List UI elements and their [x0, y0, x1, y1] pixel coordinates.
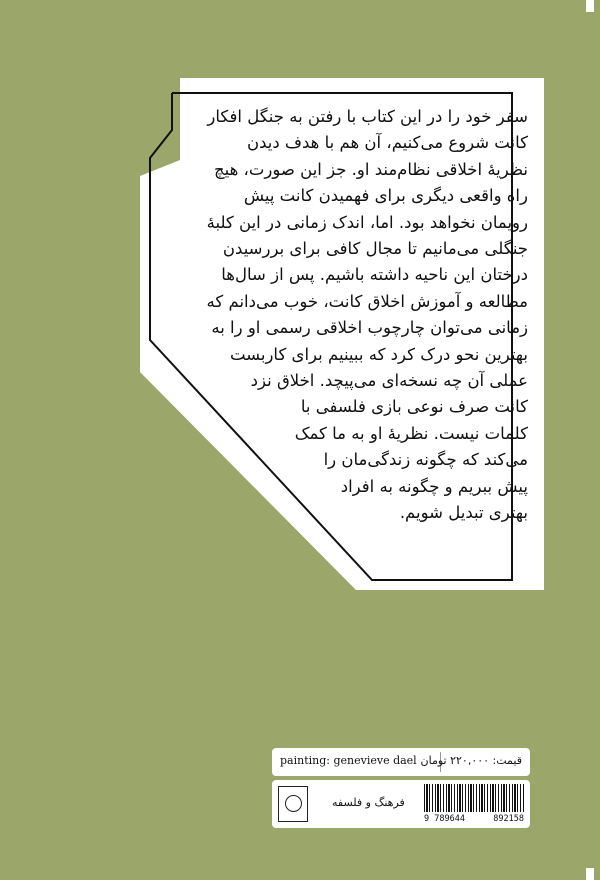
text-line: کلمات نیست. نظریهٔ او به ما کمک: [294, 423, 528, 443]
isbn-right: 892158: [493, 814, 524, 824]
text-line: پیش ببریم و چگونه به افراد: [340, 476, 528, 496]
text-line: جنگلی می‌مانیم تا مجال کافی برای بررسیدن: [222, 239, 528, 259]
text-line: کانت شروع می‌کنیم، آن هم با هدف دیدن: [246, 133, 528, 153]
publisher-logo-icon: [278, 786, 308, 822]
text-line: نظریهٔ اخلاقی نظام‌مند او. جز این صورت، هیچ: [213, 159, 528, 179]
text-line: کانت صرف نوعی بازی فلسفی با: [300, 397, 528, 417]
back-cover-text: [198, 104, 528, 527]
text-line: می‌کند که چگونه زندگی‌مان را: [323, 450, 528, 470]
publisher-box: [272, 780, 530, 828]
barcode-icon: [424, 784, 524, 812]
text-line: بهترین نحو درک کرد که ببینیم برای کاربست: [229, 344, 528, 364]
text-line: بهتری تبدیل شویم.: [399, 503, 528, 523]
text-line: مطالعه و آموزش اخلاق کانت، خوب می‌دانم که: [206, 291, 528, 311]
info-bar: [272, 748, 530, 776]
barcode: [424, 784, 524, 824]
text-line: عملی آن چه نسخه‌ای می‌پیچد. اخلاق نزد: [250, 371, 528, 391]
text-line: راه واقعی دیگری برای فهمیدن کانت پیش: [243, 186, 528, 206]
text-line: رویمان نخواهد بود. اما، اندک زمانی در این کلبهٔ: [206, 212, 528, 232]
price-label: قیمت: ۲۲۰,۰۰۰ تومان: [420, 754, 522, 767]
isbn-left: 9 789644: [424, 814, 465, 824]
text-line: زمانی می‌توان چارچوب اخلاقی رسمی او را به: [211, 318, 528, 338]
painting-credit: painting: genevieve dael: [280, 754, 417, 767]
publisher-name: فرهنگ و فلسفه: [332, 796, 405, 809]
text-line: درختان این ناحیه داشته باشیم. پس از سال‌ها: [221, 265, 528, 285]
text-line: سفر خود را در این کتاب با رفتن به جنگل افکار: [207, 107, 528, 126]
isbn-number: [424, 814, 524, 824]
